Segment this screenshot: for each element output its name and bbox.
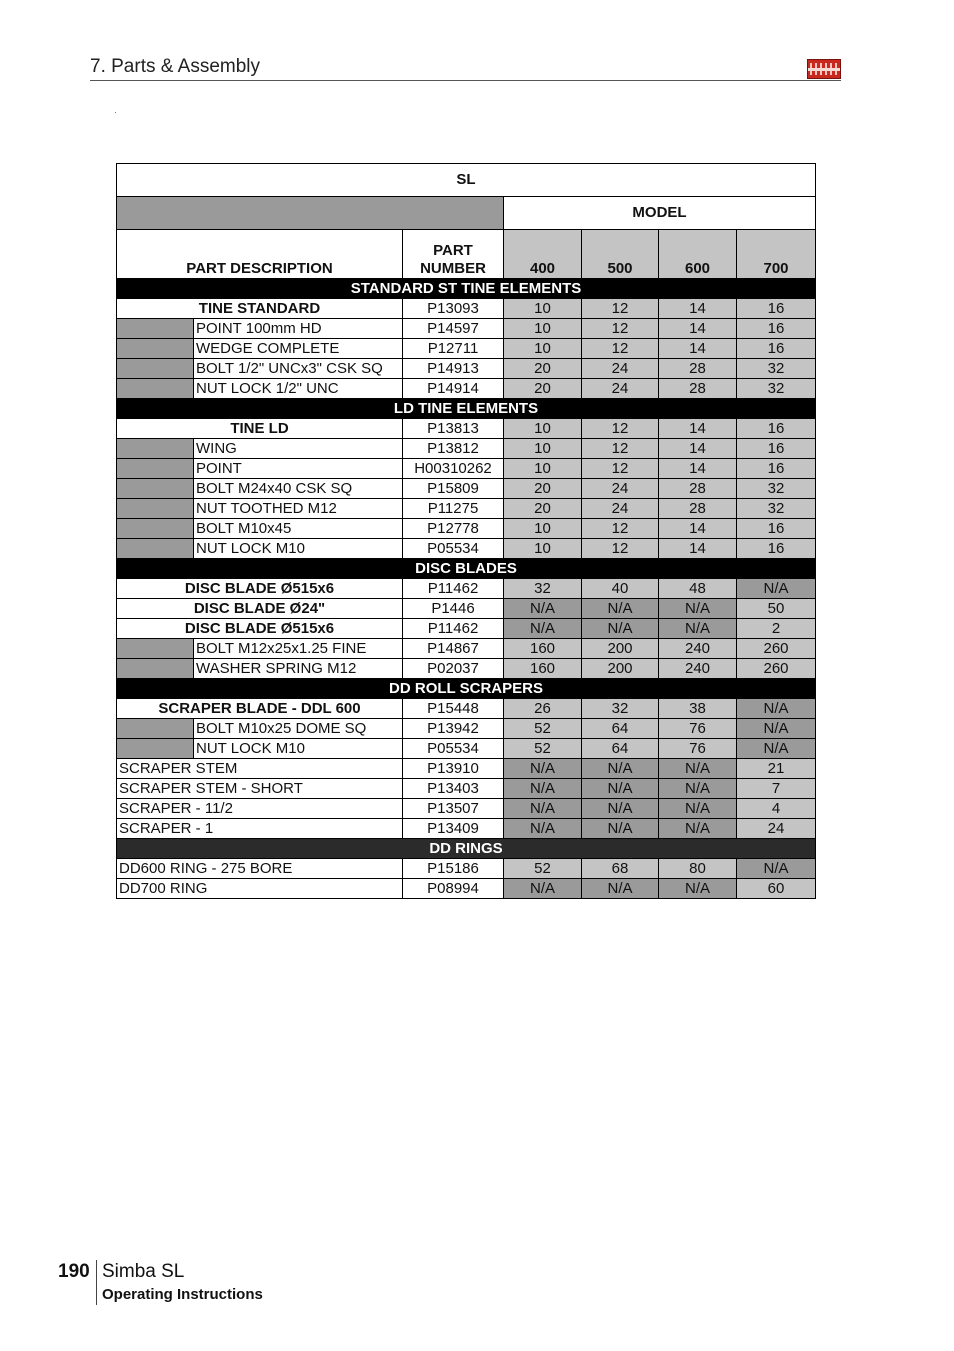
quantity-700: 16	[737, 319, 816, 339]
parts-table	[116, 163, 816, 899]
indent-cell	[117, 519, 194, 539]
part-description: TINE LD	[117, 419, 403, 439]
quantity-400: 160	[504, 639, 582, 659]
quantity-400: 20	[504, 379, 582, 399]
part-number: P02037	[403, 659, 504, 679]
part-description: NUT LOCK M10	[194, 539, 403, 559]
part-number: P1446	[403, 599, 504, 619]
quantity-700: 16	[737, 299, 816, 319]
quantity-700: 32	[737, 359, 816, 379]
table-row	[117, 319, 816, 339]
part-number: P05534	[403, 539, 504, 559]
indent-cell	[117, 639, 194, 659]
part-description: BOLT M24x40 CSK SQ	[194, 479, 403, 499]
indent-cell	[117, 479, 194, 499]
quantity-700: 32	[737, 379, 816, 399]
quantity-400: 32	[504, 579, 582, 599]
quantity-600: 80	[659, 859, 737, 879]
quantity-600: 14	[659, 419, 737, 439]
quantity-700: N/A	[737, 699, 816, 719]
quantity-400: 52	[504, 719, 582, 739]
quantity-700: 24	[737, 819, 816, 839]
quantity-600: 14	[659, 519, 737, 539]
section-header-row	[117, 679, 816, 699]
quantity-400: 52	[504, 739, 582, 759]
part-description: NUT LOCK 1/2" UNC	[194, 379, 403, 399]
table-row	[117, 819, 816, 839]
part-description: SCRAPER - 1	[117, 819, 403, 839]
header-spacer	[117, 197, 504, 230]
table-row	[117, 339, 816, 359]
part-number: P13507	[403, 799, 504, 819]
quantity-400: 10	[504, 339, 582, 359]
part-description: BOLT M10x45	[194, 519, 403, 539]
page-number: 190	[58, 1261, 90, 1282]
table-row	[117, 539, 816, 559]
section-header: LD TINE ELEMENTS	[117, 399, 816, 419]
part-number: P13093	[403, 299, 504, 319]
table-row	[117, 439, 816, 459]
simba-logo-icon	[807, 59, 841, 79]
quantity-700: 7	[737, 779, 816, 799]
part-number-header	[403, 230, 504, 279]
quantity-600: 240	[659, 639, 737, 659]
quantity-600: N/A	[659, 799, 737, 819]
quantity-500: N/A	[582, 819, 659, 839]
quantity-500: N/A	[582, 879, 659, 899]
part-number: P14914	[403, 379, 504, 399]
quantity-500: 12	[582, 539, 659, 559]
quantity-600: 28	[659, 359, 737, 379]
part-number: P15448	[403, 699, 504, 719]
quantity-700: 50	[737, 599, 816, 619]
quantity-700: 16	[737, 339, 816, 359]
table-row	[117, 639, 816, 659]
quantity-500: 24	[582, 379, 659, 399]
part-number: P12778	[403, 519, 504, 539]
quantity-600: 240	[659, 659, 737, 679]
quantity-400: 10	[504, 319, 582, 339]
quantity-500: N/A	[582, 779, 659, 799]
quantity-400: 20	[504, 479, 582, 499]
quantity-700: 21	[737, 759, 816, 779]
indent-cell	[117, 319, 194, 339]
quantity-600: N/A	[659, 879, 737, 899]
quantity-400: N/A	[504, 879, 582, 899]
quantity-700: 60	[737, 879, 816, 899]
indent-cell	[117, 359, 194, 379]
part-description: WASHER SPRING M12	[194, 659, 403, 679]
part-number: P15186	[403, 859, 504, 879]
table-row	[117, 419, 816, 439]
quantity-400: N/A	[504, 759, 582, 779]
part-number: P14867	[403, 639, 504, 659]
decorative-dot	[115, 112, 116, 113]
indent-cell	[117, 659, 194, 679]
quantity-600: N/A	[659, 819, 737, 839]
part-description: TINE STANDARD	[117, 299, 403, 319]
indent-cell	[117, 499, 194, 519]
quantity-400: 10	[504, 299, 582, 319]
table-row	[117, 619, 816, 639]
quantity-500: 12	[582, 319, 659, 339]
part-number: P12711	[403, 339, 504, 359]
part-number: P08994	[403, 879, 504, 899]
quantity-600: N/A	[659, 779, 737, 799]
quantity-700: 16	[737, 519, 816, 539]
part-description: BOLT M12x25x1.25 FINE	[194, 639, 403, 659]
part-number-header-line2: NUMBER	[420, 260, 486, 277]
section-header: DD ROLL SCRAPERS	[117, 679, 816, 699]
quantity-500: 12	[582, 519, 659, 539]
quantity-600: 14	[659, 299, 737, 319]
quantity-700: 260	[737, 639, 816, 659]
section-header: DISC BLADES	[117, 559, 816, 579]
product-name: Simba SL	[102, 1261, 185, 1282]
quantity-500: 40	[582, 579, 659, 599]
quantity-600: 38	[659, 699, 737, 719]
section-header: DD RINGS	[117, 839, 816, 859]
table-row	[117, 699, 816, 719]
indent-cell	[117, 739, 194, 759]
quantity-700: N/A	[737, 719, 816, 739]
part-description: POINT	[194, 459, 403, 479]
section-header-row	[117, 399, 816, 419]
table-row	[117, 779, 816, 799]
quantity-700: 260	[737, 659, 816, 679]
table-row	[117, 359, 816, 379]
section-header: STANDARD ST TINE ELEMENTS	[117, 279, 816, 299]
model-header: MODEL	[504, 197, 816, 230]
quantity-500: 12	[582, 419, 659, 439]
part-number: P13812	[403, 439, 504, 459]
quantity-600: 48	[659, 579, 737, 599]
part-description: DD700 RING	[117, 879, 403, 899]
quantity-500: 12	[582, 459, 659, 479]
table-row	[117, 379, 816, 399]
quantity-400: N/A	[504, 779, 582, 799]
quantity-700: 16	[737, 459, 816, 479]
part-description: SCRAPER BLADE - DDL 600	[117, 699, 403, 719]
table-row	[117, 739, 816, 759]
footer-divider	[96, 1260, 97, 1305]
quantity-400: N/A	[504, 799, 582, 819]
quantity-400: N/A	[504, 619, 582, 639]
part-description: WING	[194, 439, 403, 459]
part-number: P11275	[403, 499, 504, 519]
part-description: BOLT 1/2" UNCx3" CSK SQ	[194, 359, 403, 379]
table-row	[117, 479, 816, 499]
part-description: SCRAPER - 11/2	[117, 799, 403, 819]
part-number-header-line1: PART	[433, 242, 473, 259]
table-row	[117, 459, 816, 479]
table-row	[117, 499, 816, 519]
quantity-400: 52	[504, 859, 582, 879]
quantity-600: 14	[659, 319, 737, 339]
table-row	[117, 299, 816, 319]
quantity-700: N/A	[737, 579, 816, 599]
quantity-600: N/A	[659, 619, 737, 639]
header-divider	[90, 80, 841, 81]
part-number: P11462	[403, 579, 504, 599]
part-number: P13403	[403, 779, 504, 799]
section-header-row	[117, 279, 816, 299]
quantity-700: 32	[737, 479, 816, 499]
quantity-500: N/A	[582, 599, 659, 619]
model-500-header: 500	[582, 230, 659, 279]
quantity-500: N/A	[582, 799, 659, 819]
table-row	[117, 659, 816, 679]
quantity-500: 24	[582, 499, 659, 519]
part-description: DISC BLADE Ø24"	[117, 599, 403, 619]
quantity-700: 16	[737, 439, 816, 459]
indent-cell	[117, 379, 194, 399]
quantity-400: 10	[504, 439, 582, 459]
table-row	[117, 599, 816, 619]
table-row	[117, 879, 816, 899]
quantity-400: 160	[504, 659, 582, 679]
indent-cell	[117, 539, 194, 559]
model-700-header: 700	[737, 230, 816, 279]
indent-cell	[117, 439, 194, 459]
quantity-500: 12	[582, 439, 659, 459]
quantity-600: N/A	[659, 759, 737, 779]
quantity-600: 28	[659, 499, 737, 519]
indent-cell	[117, 719, 194, 739]
part-description: NUT LOCK M10	[194, 739, 403, 759]
part-description-header: PART DESCRIPTION	[117, 230, 403, 279]
quantity-500: 24	[582, 479, 659, 499]
table-row	[117, 719, 816, 739]
quantity-400: 10	[504, 459, 582, 479]
part-description: SCRAPER STEM	[117, 759, 403, 779]
quantity-500: 64	[582, 739, 659, 759]
part-number: P14597	[403, 319, 504, 339]
indent-cell	[117, 339, 194, 359]
quantity-700: 4	[737, 799, 816, 819]
part-number: P13910	[403, 759, 504, 779]
quantity-400: 26	[504, 699, 582, 719]
part-number: P11462	[403, 619, 504, 639]
table-row	[117, 859, 816, 879]
model-400-header: 400	[504, 230, 582, 279]
quantity-600: 14	[659, 439, 737, 459]
part-description: DISC BLADE Ø515x6	[117, 579, 403, 599]
table-row	[117, 799, 816, 819]
quantity-600: 14	[659, 539, 737, 559]
quantity-400: N/A	[504, 819, 582, 839]
quantity-600: 76	[659, 719, 737, 739]
table-row	[117, 759, 816, 779]
model-600-header: 600	[659, 230, 737, 279]
quantity-700: 16	[737, 419, 816, 439]
quantity-700: 32	[737, 499, 816, 519]
part-number: P14913	[403, 359, 504, 379]
quantity-700: 2	[737, 619, 816, 639]
quantity-500: 12	[582, 299, 659, 319]
quantity-500: 200	[582, 639, 659, 659]
quantity-400: 10	[504, 419, 582, 439]
quantity-400: N/A	[504, 599, 582, 619]
quantity-600: 14	[659, 339, 737, 359]
document-subtitle: Operating Instructions	[102, 1286, 263, 1303]
quantity-400: 10	[504, 539, 582, 559]
part-number: P05534	[403, 739, 504, 759]
part-description: DISC BLADE Ø515x6	[117, 619, 403, 639]
section-header-row	[117, 839, 816, 859]
table-row	[117, 579, 816, 599]
indent-cell	[117, 459, 194, 479]
table-row	[117, 519, 816, 539]
part-number: H00310262	[403, 459, 504, 479]
quantity-500: 32	[582, 699, 659, 719]
quantity-600: N/A	[659, 599, 737, 619]
section-header-row	[117, 559, 816, 579]
part-description: DD600 RING - 275 BORE	[117, 859, 403, 879]
quantity-700: N/A	[737, 859, 816, 879]
part-number: P13813	[403, 419, 504, 439]
part-number: P15809	[403, 479, 504, 499]
quantity-400: 20	[504, 359, 582, 379]
quantity-500: 24	[582, 359, 659, 379]
part-description: NUT TOOTHED M12	[194, 499, 403, 519]
quantity-600: 14	[659, 459, 737, 479]
section-title: 7. Parts & Assembly	[90, 56, 261, 77]
quantity-700: N/A	[737, 739, 816, 759]
part-number: P13409	[403, 819, 504, 839]
quantity-700: 16	[737, 539, 816, 559]
quantity-500: N/A	[582, 619, 659, 639]
part-description: SCRAPER STEM - SHORT	[117, 779, 403, 799]
quantity-600: 28	[659, 479, 737, 499]
quantity-400: 20	[504, 499, 582, 519]
part-description: BOLT M10x25 DOME SQ	[194, 719, 403, 739]
part-description: WEDGE COMPLETE	[194, 339, 403, 359]
table-title: SL	[117, 164, 816, 197]
quantity-500: 12	[582, 339, 659, 359]
quantity-500: 68	[582, 859, 659, 879]
quantity-600: 28	[659, 379, 737, 399]
quantity-500: 64	[582, 719, 659, 739]
quantity-500: N/A	[582, 759, 659, 779]
part-description: POINT 100mm HD	[194, 319, 403, 339]
quantity-400: 10	[504, 519, 582, 539]
part-number: P13942	[403, 719, 504, 739]
quantity-500: 200	[582, 659, 659, 679]
quantity-600: 76	[659, 739, 737, 759]
